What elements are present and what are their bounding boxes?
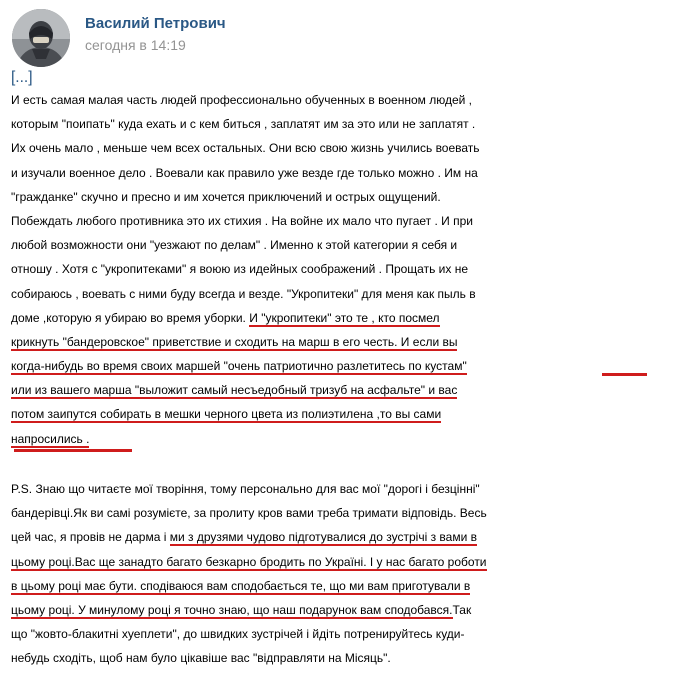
- post-paragraph-1: [11, 88, 686, 451]
- text-line: [11, 330, 686, 354]
- text-line: любой возможности они "уезжают по делам" . Именно к этой категории я себя и: [11, 238, 458, 253]
- underlined-segment: или из вашего марша "выложит самый несъедобный тризуб на асфальте" и вас: [11, 383, 458, 398]
- text-line: [11, 427, 686, 451]
- text-segment: цей час, я провів не дарма і: [11, 530, 167, 545]
- author-avatar[interactable]: [12, 9, 70, 67]
- text-line: бандерівці.Як ви самі розумієте, за пролиту кров вами треба тримати відповідь. Весь: [11, 506, 487, 521]
- text-line: отношу . Хотя с "укропитеками" я воюю из идейных соображений . Прощать их не: [11, 262, 469, 277]
- text-line: собираюсь , воевать с ними буду всегда и везде. "Укропитеки" для меня как пыль в: [11, 286, 476, 301]
- post-paragraph-2: [11, 477, 686, 671]
- text-line: [11, 550, 686, 574]
- post-date[interactable]: сегодня в 14:19: [85, 37, 186, 53]
- underline-stroke: [14, 449, 132, 452]
- underlined-segment: крикнуть "бандеровское" приветствие и сходить на марш в его честь. И если вы: [11, 334, 458, 349]
- underlined-segment: И "укропитеки" это те , кто посмел: [249, 310, 440, 325]
- text-line: которым "поипать" куда ехать и с кем биться , заплатят им за это или не заплатят .: [11, 117, 476, 132]
- underlined-segment: потом заипутся собирать в мешки черного цвета из полиэтилена ,то вы сами: [11, 407, 442, 422]
- text-line: [11, 598, 686, 622]
- underlined-segment: напросились .: [11, 431, 90, 446]
- underline-stroke: [602, 373, 647, 376]
- text-line: [11, 525, 686, 549]
- text-line: и изучали военное дело . Воевали как правило уже везде где только можно . Им на: [11, 165, 478, 180]
- text-line: "гражданке" скучно и пресно и им хочется приключений и острых ощущений.: [11, 189, 441, 204]
- text-line: небудь сходіть, щоб нам було цікавіше вас "відправляти на Місяць".: [11, 651, 391, 666]
- underlined-segment: в цьому році має бути. сподіваюся вам сподобається те, що ми вам приготували в: [11, 578, 471, 593]
- author-name[interactable]: Василий Петрович: [85, 15, 226, 32]
- text-line: [11, 574, 686, 598]
- expand-text-link[interactable]: [...]: [11, 69, 33, 86]
- text-segment: доме ,которую я убираю во время уборки.: [11, 310, 246, 325]
- text-line: [11, 354, 686, 378]
- text-line: [11, 402, 686, 426]
- text-segment: Так: [452, 602, 472, 617]
- text-line: [11, 378, 686, 402]
- text-line: Побеждать любого противника это их стихия . На войне их мало что пугает . И при: [11, 213, 473, 228]
- text-line: що "жовто-блакитні хуеплети", до швидких зустрічей і йдіть потренируйтесь куди-: [11, 627, 465, 642]
- underlined-segment: цьому році. У минулому році я точно знаю, що наш подарунок вам сподобався.: [11, 602, 453, 617]
- avatar-image: [12, 9, 70, 67]
- underlined-segment: цьому році.Вас ще занадто багато безкарно бродить по Україні. І у нас багато роботи: [11, 554, 487, 569]
- underlined-segment: когда-нибудь во время своих маршей "очень патриотично разлетитесь по кустам": [11, 359, 467, 374]
- text-line: P.S. Знаю що читаєте мої творіння, тому персонально для вас мої "дорогі і безцінні": [11, 482, 480, 496]
- underlined-segment: ми з друзями чудово підготувалися до зустрічі з вами в: [169, 530, 477, 545]
- text-line: [11, 306, 686, 330]
- text-line: И есть самая малая часть людей профессионально обученных в военном людей ,: [11, 93, 473, 107]
- text-line: Их очень мало , меньше чем всех остальных. Они всю свою жизнь учились воевать: [11, 141, 480, 156]
